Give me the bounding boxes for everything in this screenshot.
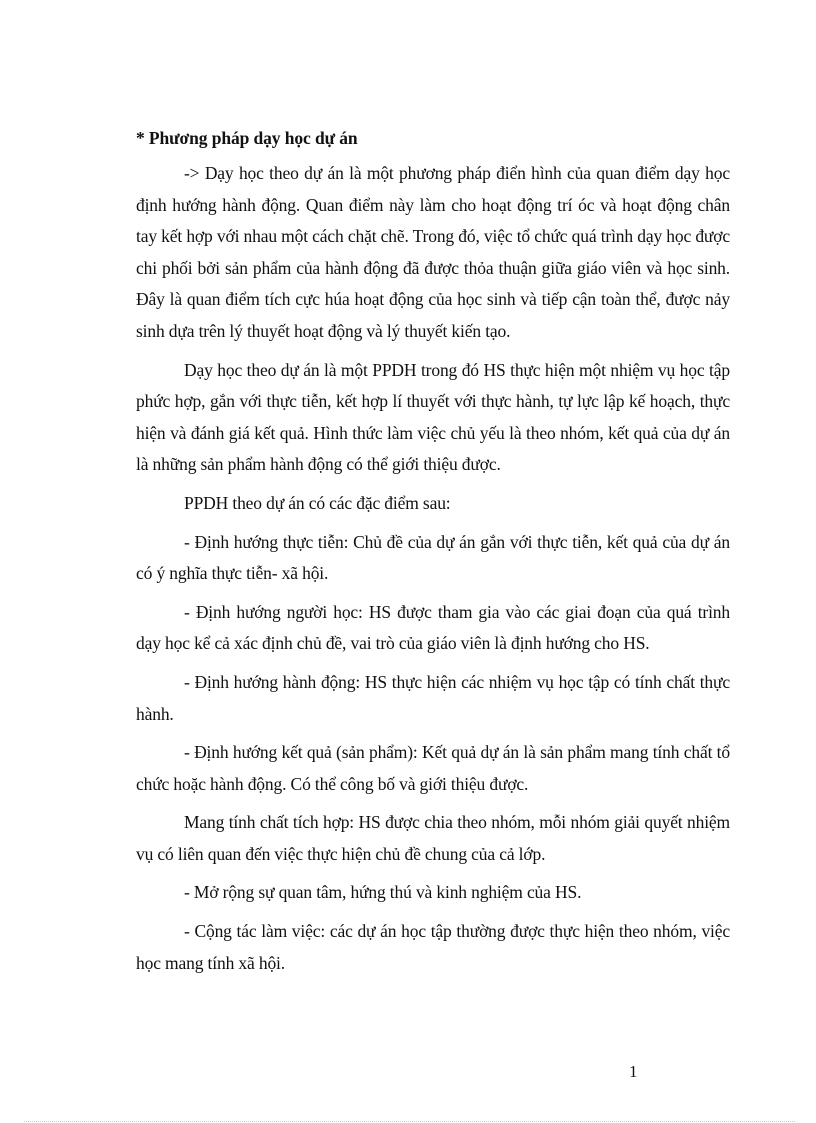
feature-item-result: - Định hướng kết quả (sản phẩm): Kết quả dự án là sản phẩm mang tính chất tổ chức hoặc hành động. Có thể công bố và giới thiệu được.: [136, 742, 730, 794]
page-content: [136, 126, 730, 986]
feature-item-collaboration: - Cộng tác làm việc: các dự án học tập thường được thực hiện theo nhóm, việc học mang tính xã hội.: [136, 921, 730, 973]
page-bottom-divider: [24, 1121, 795, 1122]
section-heading: * Phương pháp dạy học dự án: [136, 128, 358, 148]
feature-item-action: - Định hướng hành động: HS thực hiện các nhiệm vụ học tập có tính chất thực hành.: [136, 671, 730, 724]
paragraph-intro: -> Dạy học theo dự án là một phương pháp điển hình của quan điểm dạy học định hướng hành động. Quan điểm này làm cho hoạt động trí óc và hoạt động chân tay kết hợp với nhau một cách chặt chẽ. Trong đó, việc tổ chức quá trình dạy học được chi phối bởi sản phẩm của hành động đã được thỏa thuận giữa giáo viên và học sinh. Đây là quan điểm tích cực húa hoạt động của học sinh và tiếp cận toàn thể, được nảy sinh dựa trên lý thuyết hoạt động và lý thuyết kiến tạo.: [136, 163, 730, 341]
paragraph-features-intro: PPDH theo dự án có các đặc điểm sau:: [184, 492, 451, 513]
feature-item-learner: - Định hướng người học: HS được tham gia vào các giai đoạn của quá trình dạy học kể cả xác định chủ đề, vai trò của giáo viên là định hướng cho HS.: [136, 601, 730, 654]
feature-item-practical: - Định hướng thực tiễn: Chủ đề của dự án gắn với thực tiễn, kết quả của dự án có ý nghĩa thực tiễn- xã hội.: [136, 531, 730, 584]
page-number: 1: [629, 1062, 638, 1081]
paragraph-definition: Dạy học theo dự án là một PPDH trong đó HS thực hiện một nhiệm vụ học tập phức hợp, gắn với thực tiễn, kết hợp lí thuyết với thực hành, tự lực lập kế hoạch, thực hiện và đánh giá kết quả. Hình thức làm việc chủ yếu là theo nhóm, kết quả của dự án là những sản phẩm hành động có thể giới thiệu được.: [136, 359, 730, 475]
feature-item-integration: Mang tính chất tích hợp: HS được chia theo nhóm, mỗi nhóm giải quyết nhiệm vụ có liên quan đến việc thực hiện chủ đề chung của cả lớp.: [136, 812, 730, 864]
feature-item-interest: - Mở rộng sự quan tâm, hứng thú và kinh nghiệm của HS.: [184, 882, 582, 903]
